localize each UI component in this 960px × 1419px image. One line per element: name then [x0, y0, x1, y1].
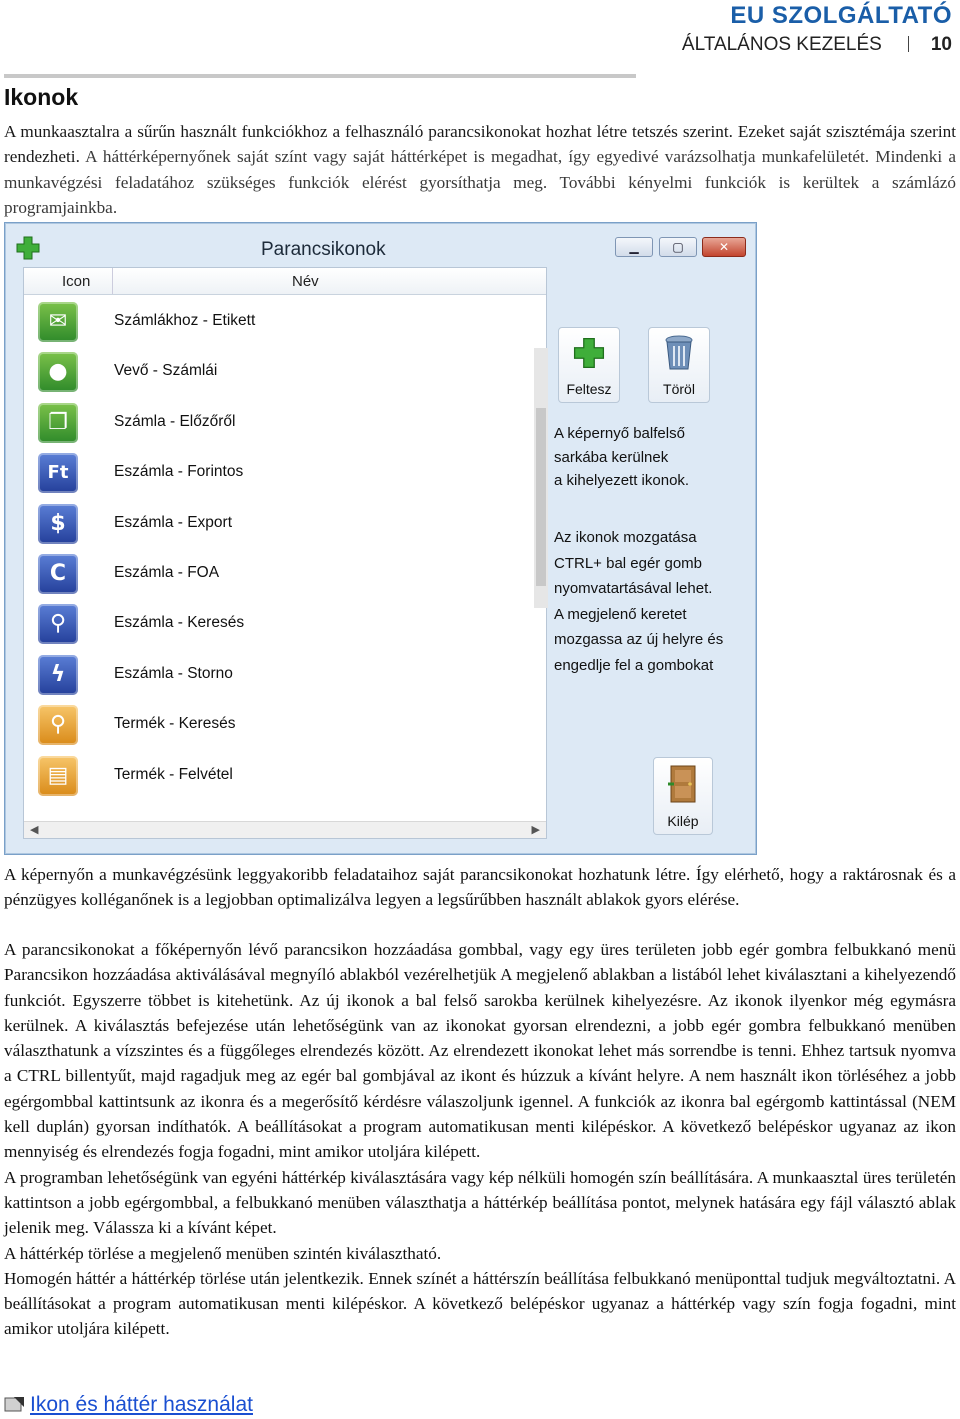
hint-icon-moving: [554, 525, 723, 678]
delete-button-label: Töröl: [663, 381, 695, 397]
lightning-icon: ϟ: [38, 655, 78, 695]
hint-icons-position: [554, 422, 689, 493]
search-icon: ⚲: [38, 705, 78, 745]
list-item-label: Eszámla - Forintos: [114, 463, 244, 481]
body-paragraph: A parancsikonokat a főképernyőn lévő parancsikon hozzáadása gombbal, vagy egy üres területen jobb egér gombra felbukkanó menü Parancsikon hozzáadása aktiválásával megnyíló ablakból vezérelhetjük A megjelenő ablakban a listából lehet kiválasztani a kihelyezendő funkciót. Egyszerre többet is kitehetünk. Az új ikonok a bal felső sarokba kerülnek kihelyezésre. Az ikonok ilyenkor még egymásra kerülnek. A kiválasztás befejezése után lehetőségünk van az ikonokat gyorsan elrendezni, a jobb egér gombra felbukkanó menüben választhatunk a vízszintes és a függőleges elrendezés között. Az elrendezett ikonokat lehet más sorrendbe is tenni. Ehhez tartsuk nyomva a CTRL billentyűt, majd ragadjuk meg az egér bal gombjával az ikont és húzzuk a kívánt helyre. A nem használt ikon törléséhez a jobb egérgombbal kattintsunk az ikonra és a megerősítő kérdésre válaszoljunk igennel. A funkciók az ikonra bal egérgomb kattintással (NEM kell duplán) gyorsan indíthatók. A beállításokat a program automatikusan menti kilépéskor. A következő belépéskor ugyanaz az ikon mennyiség és elrendezés fogja fogadni, mint amikor utoljára kilépett.: [4, 940, 956, 1162]
delete-button[interactable]: [648, 327, 710, 403]
list-item-label: Termék - Keresés: [114, 715, 236, 733]
hint-line: A megjelenő keretet: [554, 605, 687, 623]
list-item-label: Eszámla - Keresés: [114, 614, 245, 632]
shortcuts-window: [4, 222, 757, 855]
add-button-label: Feltesz: [566, 381, 612, 397]
hint-line: sarkába kerülnek: [554, 448, 669, 466]
column-header-icon[interactable]: Icon: [62, 273, 91, 290]
user-icon: ●: [38, 352, 78, 392]
list-item-label: Számla - Előzőről: [114, 412, 236, 430]
list-item[interactable]: [36, 348, 506, 398]
list-item[interactable]: [36, 298, 506, 348]
list-header: [24, 268, 546, 295]
search-icon: ⚲: [38, 604, 78, 644]
plus-icon: [572, 336, 606, 370]
list-item[interactable]: [36, 651, 506, 701]
add-shortcut-icon: [15, 235, 41, 261]
exit-button-label: Kilép: [667, 813, 699, 829]
list-item-label: Eszámla - FOA: [114, 564, 220, 581]
hint-line: nyomvatartásával lehet.: [554, 580, 713, 597]
intro-text-2: A háttérképernyőnek saját színt vagy saját háttérképet is megadhat, így egyedivé varázsolhatja munkafelületét. Mindenki a munkavégzési feladatához szükséges funkciók elérést gyorsíthatja meg. További kényelmi funkciók is kerültek a számlázó programjainkba.: [4, 147, 956, 217]
page-number: 10: [930, 34, 952, 55]
list-item-label: Számlákhoz - Etikett: [114, 312, 256, 329]
intro-text-1: A munkaasztalra a sűrűn használt funkciókhoz a felhasználó parancsikonokat hozhat létre tetszés szerint. Ezeket saját szisztémája szerint rendezheti.: [4, 122, 956, 167]
column-divider: [112, 268, 113, 294]
column-header-name[interactable]: Név: [292, 273, 319, 290]
figure-caption: A képernyőn a munkavégzésünk leggyakoribb feladataihoz saját parancsikonokat hozhatunk létre. Így elérhető, hogy a raktárosnak és a pénzügyes kolléganőnek is a legjobban optimalizálva legyen a legsűrűbben használt ablakok gyors elérése.: [4, 865, 956, 910]
hint-line: Az ikonok mozgatása: [554, 529, 697, 546]
scroll-thumb[interactable]: [536, 408, 546, 586]
horizontal-scrollbar[interactable]: [24, 821, 546, 838]
shortcut-list[interactable]: [23, 267, 547, 839]
hint-line: A képernyő balfelső: [554, 425, 685, 442]
hint-line: mozgassa az új helyre és: [554, 631, 724, 648]
register-icon: ▤: [38, 756, 78, 796]
list-item[interactable]: [36, 752, 506, 802]
body-paragraph: A programban lehetőségünk van egyéni háttérkép kiválasztására vagy kép nélküli homogén szín beállítására. A munkaasztal üres területén kattintson a jobb egérgombbal, a felbukkanó menüben választhatja a háttérkép beállítása pontot, melynek hatására egy fájl választó ablak jelenik meg. Válassza ki a kívánt képet.: [4, 1167, 956, 1238]
add-button[interactable]: [558, 327, 620, 403]
screenshot-figure: [4, 222, 757, 855]
intro-paragraph: [4, 119, 956, 220]
list-item-label: Eszámla - Storno: [114, 664, 233, 682]
body-paragraph: Homogén háttér a háttérkép törlése után jelentkezik. Ennek színét a háttérszín beállítása felbukkanó menüponttal tudjuk megváltoztatni. A beállításokat a program automatikusan menti kilépéskor. A következő belépéskor ugyanaz a háttérkép vagy szín fogja fogadni, mint amikor utoljára kilépett.: [4, 1268, 956, 1339]
hint-line: a kihelyezett ikonok.: [554, 472, 690, 489]
help-link-text: Ikon és háttér használat: [30, 1393, 253, 1416]
refresh-icon: C: [38, 554, 78, 594]
exit-button[interactable]: [653, 757, 713, 835]
maximize-button[interactable]: ▢: [659, 237, 697, 257]
body-paragraph: A háttérkép törlése a megjelenő menüben szintén kiválasztható.: [4, 1243, 442, 1263]
ft-icon: Ft: [38, 453, 78, 493]
list-item-label: Eszámla - Export: [114, 513, 233, 531]
list-item-label: Termék - Felvétel: [114, 765, 233, 783]
header-separator: [908, 36, 909, 52]
door-icon: [668, 764, 698, 804]
vertical-scrollbar[interactable]: [534, 348, 548, 608]
dollar-icon: $: [38, 504, 78, 544]
help-link[interactable]: [4, 1393, 253, 1417]
scroll-left-icon[interactable]: ◀: [30, 823, 39, 836]
hint-line: engedlje fel a gombokat: [554, 656, 714, 674]
scroll-right-icon[interactable]: ▶: [531, 823, 540, 836]
list-item[interactable]: [36, 600, 506, 650]
hint-line: CTRL+ bal egér gomb: [554, 554, 702, 572]
window-title: Parancsikonok: [261, 239, 386, 260]
section-heading: Ikonok: [4, 84, 79, 110]
trash-icon: [663, 334, 695, 372]
link-icon: [4, 1395, 26, 1413]
envelope-icon: ✉: [38, 302, 78, 342]
list-item[interactable]: [36, 449, 506, 499]
list-item[interactable]: [36, 550, 506, 600]
section-name: ÁLTALÁNOS KEZELÉS: [681, 34, 882, 55]
header-rule: [4, 74, 636, 78]
pages-icon: ❐: [38, 403, 78, 443]
close-button[interactable]: ✕: [702, 237, 746, 257]
header-subtitle: [682, 34, 952, 56]
list-item[interactable]: [36, 701, 506, 751]
header-title: EU SZOLGÁLTATÓ: [730, 2, 952, 29]
body-text: [4, 937, 956, 1342]
list-item[interactable]: [36, 399, 506, 449]
list-item-label: Vevő - Számlái: [114, 362, 218, 380]
list-item[interactable]: [36, 500, 506, 550]
minimize-button[interactable]: ▁: [615, 237, 653, 257]
